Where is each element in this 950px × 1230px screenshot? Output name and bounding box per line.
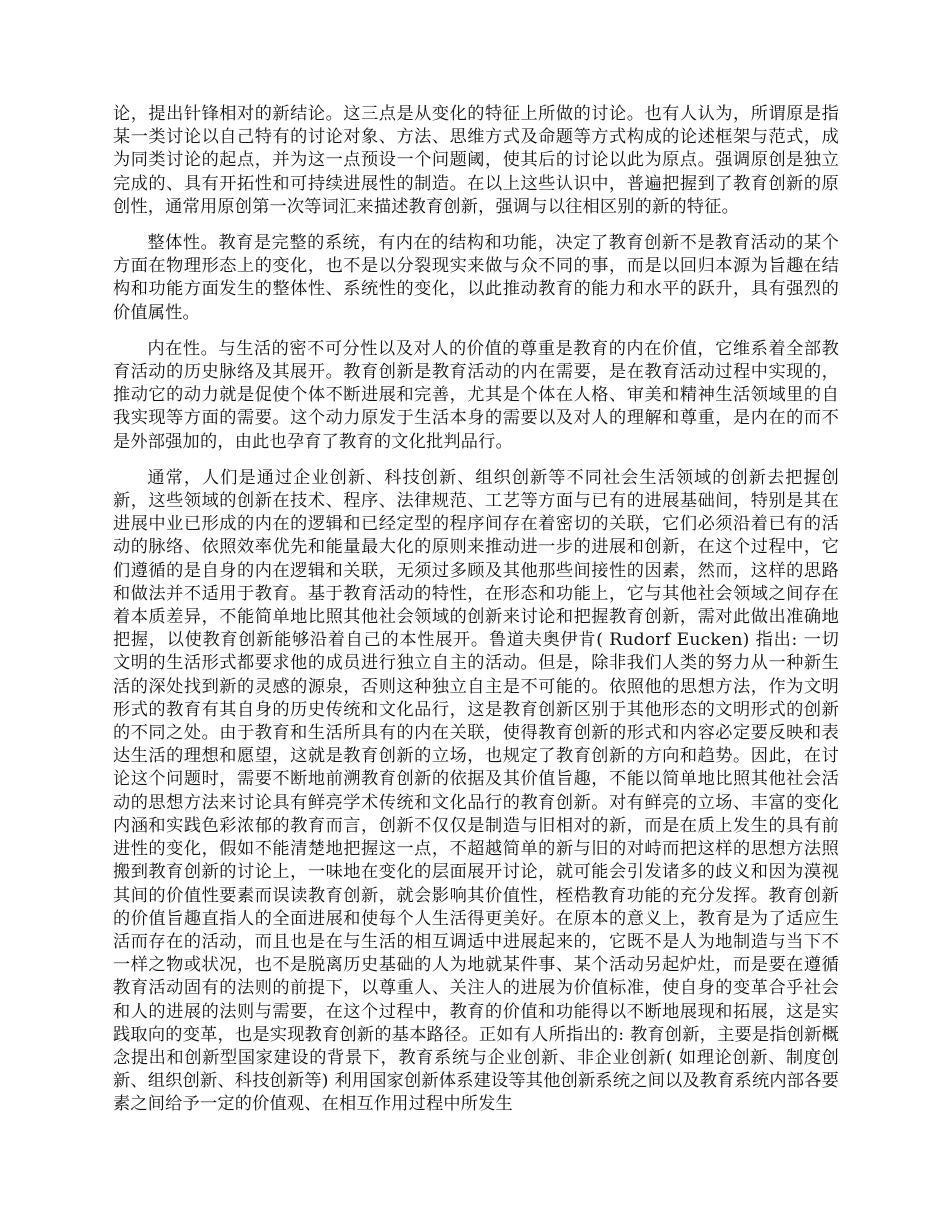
paragraph-integrity: 整体性。教育是完整的系统，有内在的结构和功能，决定了教育创新不是教育活动的某个方面在物理形态上的变化，也不是以分裂现实来做与众不同的事，而是以回归本源为旨趣在结构和功能方面发生的整体性、系统性的变化，以此推动教育的能力和水平的跃升，具有强烈的价值属性。: [113, 233, 839, 323]
paragraph-general-discussion: 通常，人们是通过企业创新、科技创新、组织创新等不同社会生活领域的创新去把握创新，这些领域的创新在技术、程序、法律规范、工艺等方面与已有的进展基础间，特别是其在进展中业已形成的内在的逻辑和已经定型的程序间存在着密切的关联，它们必须沿着已有的活动的脉络、依照效率优先和能量最大化的原则来推动进一步的进展和创新，在这个过程中，它们遵循的是自身的内在逻辑和关联，无须过多顾及其他那些间接性的因素，然而，这样的思路和做法并不适用于教育。基于教育活动的特性，在形态和功能上，它与其他社会领域之间存在着本质差异，不能简单地比照其他社会领域的创新来讨论和把握教育创新，需对此做出准确地把握，以使教育创新能够沿着自己的本性展开。鲁道夫奥伊肯( Rudorf Eucken) 指出: 一切文明的生活形式都要求他的成员进行独立自主的活动。但是，除非我们人类的努力从一种新生活的深处找到新的灵感的源泉，否则这种独立自主是不可能的。依照他的思想方法，作为文明形式的教育有其自身的历史传统和文化品行，这是教育创新区别于其他形态的文明形式的创新的不同之处。由于教育和生活所具有的内在关联，使得教育创新的形式和内容必定要反映和表达生活的理想和愿望，这就是教育创新的立场，也规定了教育创新的方向和趋势。因此，在讨论这个问题时，需要不断地前溯教育创新的依据及其价值旨趣，不能以简单地比照其他社会活动的思想方法来讨论具有鲜亮学术传统和文化品行的教育创新。对有鲜亮的立场、丰富的变化内涵和实践色彩浓郁的教育而言，创新不仅仅是制造与旧相对的新，而是在质上发生的具有前进性的变化，假如不能清楚地把握这一点，不超越简单的新与旧的对峙而把这样的思想方法照搬到教育创新的讨论上，一味地在变化的层面展开讨论，就可能会引发诸多的歧义和因为漠视其间的价值性要素而误读教育创新，就会影响其价值性，桎梏教育功能的充分发挥。教育创新的价值旨趣直指人的全面进展和使每个人生活得更美好。在原本的意义上，教育是为了适应生活而存在的活动，而且也是在与生活的相互调适中进展起来的，它既不是人为地制造与当下不一样之物或状况，也不是脱离历史基础的人为地就某件事、某个活动另起炉灶，而是要在遵循教育活动固有的法则的前提下，以尊重人、关注人的进展为价值标准，使自身的变革合乎社会和人的进展的法则与需要，在这个过程中，教育的价值和功能得以不断地展现和拓展，这是实践取向的变革，也是实现教育创新的基本路径。正如有人所指出的: 教育创新，主要是指创新概念提出和创新型国家建设的背景下，教育系统与企业创新、非企业创新( 如理论创新、制度创新、组织创新、科技创新等) 利用国家创新体系建设等其他创新系统之间以及教育系统内部各要素之间给予一定的价值观、在相互作用过程中所发生: [113, 467, 839, 1115]
document-page: [113, 103, 839, 1117]
paragraph-intrinsic: 内在性。与生活的密不可分性以及对人的价值的尊重是教育的内在价值，它维系着全部教育活动的历史脉络及其展开。教育创新是教育活动的内在需要，是在教育活动过程中实现的，推动它的动力就是促使个体不断进展和完善，尤其是个体在人格、审美和精神生活领域里的自我实现等方面的需要。这个动力原发于生活本身的需要以及对人的理解和尊重，是内在的而不是外部强加的，由此也孕育了教育的文化批判品行。: [113, 338, 839, 452]
paragraph-originality-continued: 论，提出针锋相对的新结论。这三点是从变化的特征上所做的讨论。也有人认为，所谓原是指某一类讨论以自己特有的讨论对象、方法、思维方式及命题等方式构成的论述框架与范式，成为同类讨论的起点，并为这一点预设一个问题阈，使其后的讨论以此为原点。强调原创是独立完成的、具有开拓性和可持续进展性的制造。在以上这些认识中，普遍把握到了教育创新的原创性，通常用原创第一次等词汇来描述教育创新，强调与以往相区别的新的特征。: [113, 104, 839, 217]
